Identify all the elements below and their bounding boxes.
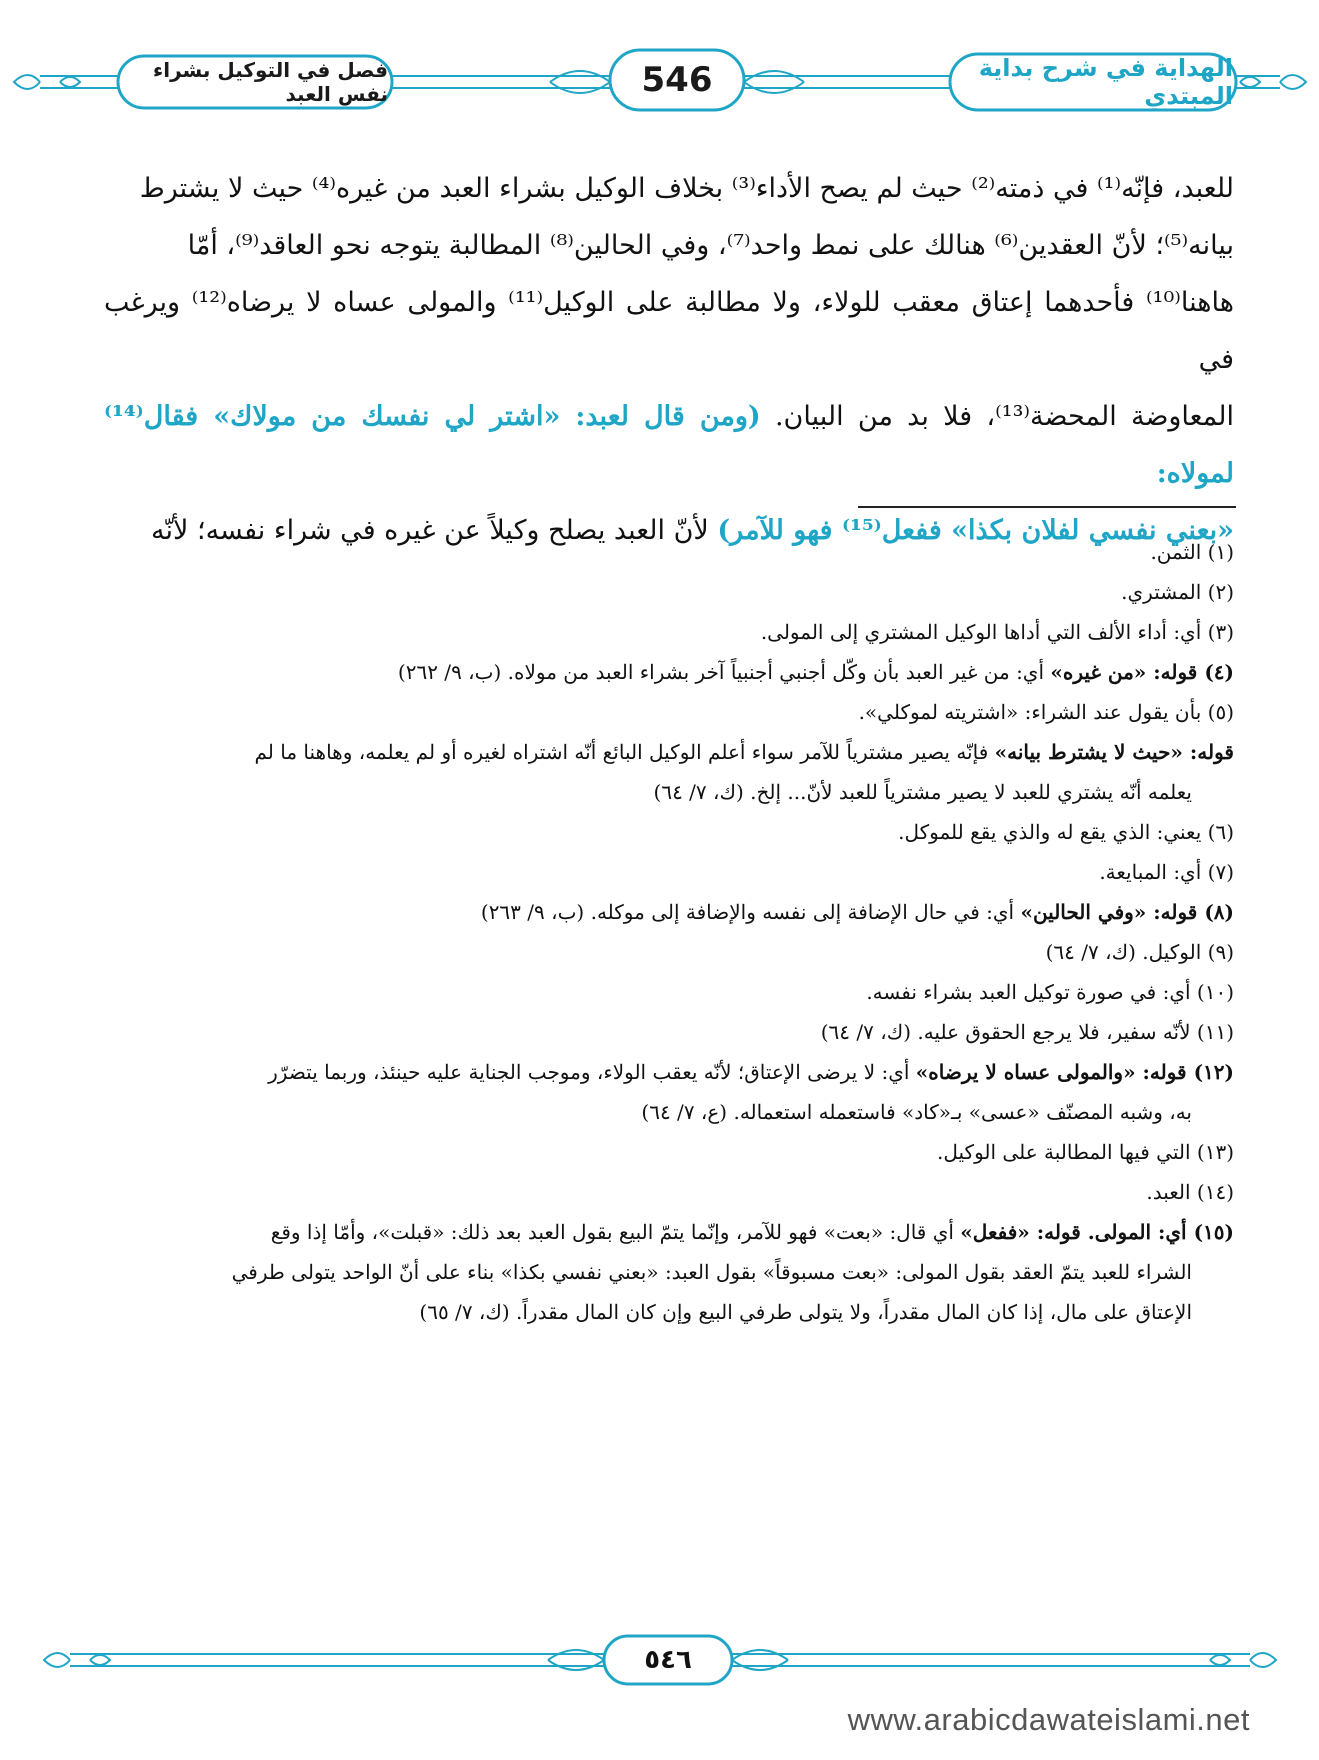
main-text — [104, 160, 1234, 559]
main-line-segment: لأنّ العبد يصلح وكيلاً عن غيره في شراء نفسه؛ لأنّه — [151, 515, 718, 546]
footnote-text: فإنّه يصير مشترياً للآمر سواء أعلم الوكيل البائع أنّه اشتراه لغيره أو لم يعلمه، وهاهنا ما لم — [254, 740, 995, 764]
footnote-divider — [858, 506, 1236, 508]
main-line: بيانه⁽⁵⁾؛ لأنّ العقدين⁽⁶⁾ هنالك على نمط واحد⁽⁷⁾، وفي الحالين⁽⁸⁾ المطالبة يتوجه نحو العاقد⁽⁹⁾، أمّا — [187, 230, 1234, 261]
footnotes — [104, 532, 1234, 1332]
page-number: 546 — [641, 60, 713, 100]
footnote: (١٤) العبد. — [1146, 1180, 1234, 1204]
footnote-text: أي: في حال الإضافة إلى نفسه والإضافة إلى موكله. (ب، ٩/ ٢٦٣) — [480, 900, 1021, 924]
page-footer — [0, 1628, 1319, 1698]
footnote — [104, 892, 1234, 932]
footnote-text: أي: من غير العبد بأن وكّل أجنبي أجنبياً آخر بشراء العبد من مولاه. (ب، ٩/ ٢٦٢) — [397, 660, 1051, 684]
footnote: (٢) المشتري. — [1121, 580, 1234, 604]
footnote: (٣) أي: أداء الألف التي أداها الوكيل المشتري إلى المولى. — [760, 620, 1234, 644]
main-line-segment: المعاوضة المحضة⁽¹³⁾، فلا بد من البيان. — [760, 401, 1235, 432]
footnote — [104, 1212, 1234, 1252]
main-line: هاهنا⁽¹⁰⁾ فأحدهما إعتاق معقب للولاء، ولا مطالبة على الوكيل⁽¹¹⁾ والمولى عساه لا يرضاه⁽¹²⁾ ويرغب في — [104, 287, 1235, 375]
footnote-continuation — [104, 772, 1234, 812]
footnote-lemma: (٤) قوله: «من غيره» — [1050, 660, 1234, 684]
footnote: (١٣) التي فيها المطالبة على الوكيل. — [937, 1140, 1234, 1164]
footnote-text: الشراء للعبد يتمّ العقد بقول المولى: «بعت مسبوقاً» بقول العبد: «بعني نفسي بكذا» بناء على أنّ الواحد يتولى طرفي — [231, 1260, 1192, 1284]
footnote-lemma: (١٢) قوله: «والمولى عساه لا يرضاه» — [915, 1060, 1234, 1084]
book-title: الهداية في شرح بداية المبتدي — [978, 54, 1233, 110]
matn-highlight: (ومن قال لعبد: «اشتر لي نفسك من مولاك» فقال⁽¹⁴⁾ لمولاه: — [104, 401, 1234, 489]
footnote: (٧) أي: المبايعة. — [1099, 860, 1234, 884]
footer-page-number: ٥٤٦ — [644, 1645, 692, 1675]
footnote: (١١) لأنّه سفير، فلا يرجع الحقوق عليه. (ك، ٧/ ٦٤) — [820, 1020, 1234, 1044]
footnote — [104, 652, 1234, 692]
footnote-continuation — [104, 1292, 1234, 1332]
footnote: (٦) يعني: الذي يقع له والذي يقع للموكل. — [898, 820, 1234, 844]
footnote: (١٠) أي: في صورة توكيل العبد بشراء نفسه. — [866, 980, 1234, 1004]
watermark-url: www.arabicdawateislami.net — [847, 1702, 1250, 1737]
footnote-text: أي: لا يرضى الإعتاق؛ لأنّه يعقب الولاء، وموجب الجناية عليه حينئذ، وربما يتضرّر — [268, 1060, 916, 1084]
footnote-continuation — [104, 1092, 1234, 1132]
footnote-continuation — [104, 1252, 1234, 1292]
footnote-text: يعلمه أنّه يشتري للعبد لا يصير مشترياً للعبد لأنّ... إلخ. (ك، ٧/ ٦٤) — [653, 780, 1192, 804]
matn-highlight: «بعني نفسي لفلان بكذا» ففعل⁽¹⁵⁾ فهو للآمر) — [717, 515, 1234, 546]
footnote-text: أي قال: «بعت» فهو للآمر، وإنّما يتمّ البيع بقول العبد بعد ذلك: «قبلت»، وأمّا إذا وقع — [270, 1220, 961, 1244]
page-header — [0, 0, 1319, 120]
footnote: (٩) الوكيل. (ك، ٧/ ٦٤) — [1045, 940, 1234, 964]
footnote-lemma: قوله: «حيث لا يشترط بيانه» — [994, 740, 1234, 764]
main-line — [104, 388, 1234, 502]
footnote-text: الإعتاق على مال، إذا كان المال مقدراً، ولا يتولى طرفي البيع وإن كان المال مقدراً. (ك، ٧/ ٦٥) — [419, 1300, 1192, 1324]
footnote-lemma: (١٥) أي: المولى. قوله: «ففعل» — [960, 1220, 1234, 1244]
footnote: (٥) بأن يقول عند الشراء: «اشتريته لموكلي». — [858, 700, 1234, 724]
footnote — [104, 1052, 1234, 1092]
footnote-text: به، وشبه المصنّف «عسى» بـ«كاد» فاستعمله استعماله. (ع، ٧/ ٦٤) — [641, 1100, 1192, 1124]
footnote: (١) الثمن. — [1150, 540, 1234, 564]
footnote-lemma: (٨) قوله: «وفي الحالين» — [1020, 900, 1234, 924]
chapter-title: فصل في التوكيل بشراء نفس العبد — [153, 58, 388, 106]
main-line: للعبد، فإنّه⁽¹⁾ في ذمته⁽²⁾ حيث لم يصح الأداء⁽³⁾ بخلاف الوكيل بشراء العبد من غيره⁽⁴⁾ حيث لا يشترط — [139, 173, 1234, 204]
footnote — [104, 732, 1234, 772]
